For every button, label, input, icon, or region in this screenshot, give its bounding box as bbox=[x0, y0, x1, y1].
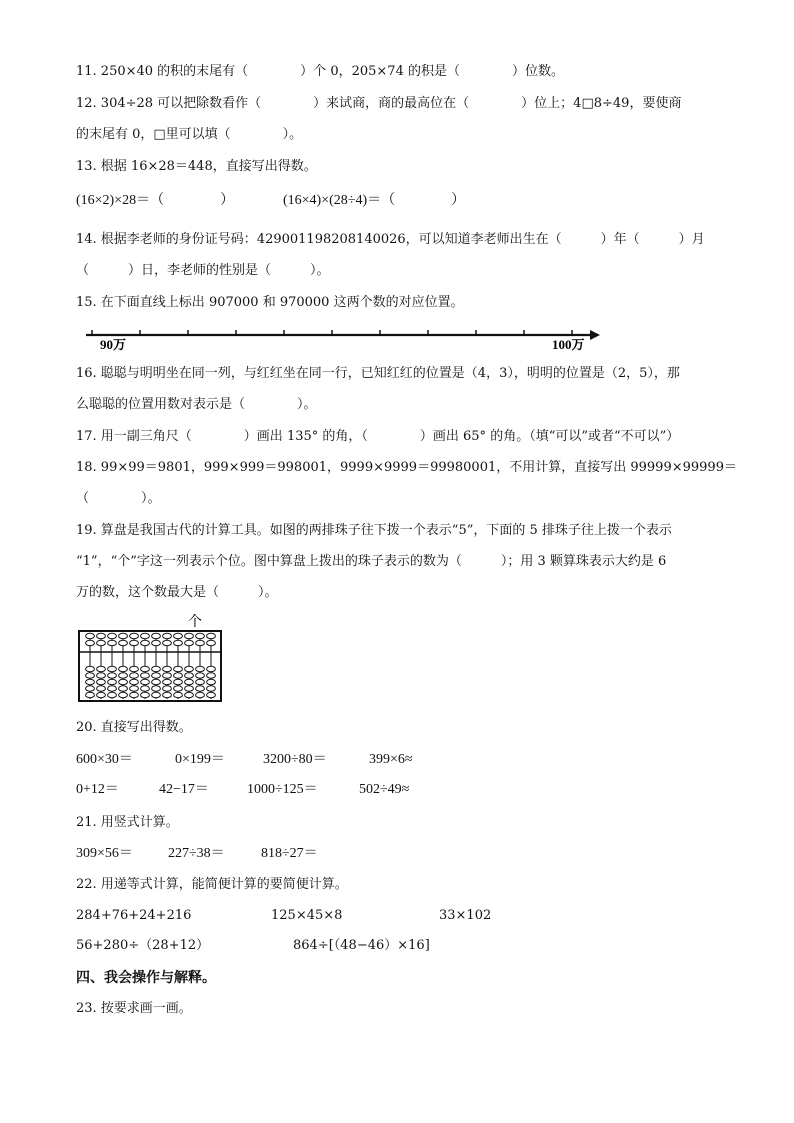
abacus-bead bbox=[207, 666, 216, 672]
abacus-bead bbox=[196, 686, 205, 692]
q17-text: 17. 用一副三角尺（ ）画出 135° 的角，（ ）画出 65° 的角。（填“可以”或者“不可以”） bbox=[76, 429, 680, 444]
abacus-bead bbox=[97, 692, 106, 698]
q22-text: 22. 用递等式计算，能简便计算的要简便计算。 bbox=[76, 877, 348, 892]
abacus-bead bbox=[152, 692, 161, 698]
abacus-bead bbox=[86, 640, 95, 646]
q22-item: 125×45×8 bbox=[271, 908, 343, 923]
number-line-arrow-icon bbox=[590, 330, 600, 340]
abacus-bead bbox=[185, 666, 194, 672]
abacus-bead bbox=[207, 673, 216, 679]
q20-text: 20. 直接写出得数。 bbox=[76, 720, 192, 735]
abacus-bead bbox=[207, 692, 216, 698]
abacus-figure bbox=[76, 612, 226, 704]
q15-text: 15. 在下面直线上标出 907000 和 970000 这两个数的对应位置。 bbox=[76, 295, 464, 310]
q22-item: 284+76+24+216 bbox=[76, 908, 192, 923]
abacus-bead bbox=[108, 673, 117, 679]
abacus-bead bbox=[86, 633, 95, 639]
q20-item: 600×30＝ bbox=[76, 752, 133, 767]
abacus-bead bbox=[141, 633, 150, 639]
q20-item: 42−17＝ bbox=[159, 782, 209, 797]
abacus-bead bbox=[141, 686, 150, 692]
q19-text-line1: 19. 算盘是我国古代的计算工具。如图的两排珠子往下拨一个表示“5”，下面的 5 排珠子往上拨一个表示 bbox=[76, 523, 672, 538]
abacus-bead bbox=[108, 686, 117, 692]
abacus-bead bbox=[207, 633, 216, 639]
abacus-bead bbox=[174, 679, 183, 685]
q21-item: 309×56＝ bbox=[76, 846, 133, 861]
abacus-bead bbox=[130, 640, 139, 646]
q21-item: 818÷27＝ bbox=[261, 846, 318, 861]
q18-text-line2: （ ）。 bbox=[76, 491, 161, 506]
abacus-bead bbox=[86, 666, 95, 672]
abacus-bead bbox=[185, 640, 194, 646]
abacus-bead bbox=[185, 686, 194, 692]
abacus-bead bbox=[152, 673, 161, 679]
abacus-bead bbox=[86, 686, 95, 692]
abacus-bead bbox=[152, 686, 161, 692]
abacus-bead bbox=[163, 673, 172, 679]
number-line bbox=[84, 324, 604, 352]
abacus-bead bbox=[196, 692, 205, 698]
abacus-bead bbox=[97, 679, 106, 685]
abacus-bead bbox=[119, 686, 128, 692]
abacus-bead bbox=[152, 679, 161, 685]
abacus-unit-label: 个 bbox=[188, 615, 202, 630]
abacus-bead bbox=[97, 633, 106, 639]
abacus-bead bbox=[119, 666, 128, 672]
abacus-bead bbox=[108, 640, 117, 646]
q11-text: 11. 250×40 的积的末尾有（ ）个 0，205×74 的积是（ ）位数。 bbox=[76, 64, 564, 79]
abacus-bead bbox=[185, 692, 194, 698]
abacus-bead bbox=[119, 692, 128, 698]
q16-text-line1: 16. 聪聪与明明坐在同一列，与红红坐在同一行，已知红红的位置是（4，3），明明的位置是（2，5），那 bbox=[76, 366, 680, 381]
abacus-bead bbox=[207, 679, 216, 685]
q13-expr-a: (16×2)×28＝（ ） bbox=[76, 193, 235, 208]
abacus-bead bbox=[207, 686, 216, 692]
abacus-bead bbox=[152, 640, 161, 646]
abacus-bead bbox=[108, 666, 117, 672]
abacus-bead bbox=[196, 679, 205, 685]
section-4-heading: 四、我会操作与解释。 bbox=[76, 970, 216, 986]
q12-text-line1: 12. 304÷28 可以把除数看作（ ）来试商，商的最高位在（ ）位上；4□8÷49，要使商 bbox=[76, 96, 682, 111]
q20-item: 0×199＝ bbox=[175, 752, 225, 767]
abacus-bead bbox=[141, 692, 150, 698]
abacus-bead bbox=[97, 673, 106, 679]
abacus-bead bbox=[152, 633, 161, 639]
q20-item: 0+12＝ bbox=[76, 782, 119, 797]
abacus-bead bbox=[130, 666, 139, 672]
q13-text: 13. 根据 16×28＝448，直接写出得数。 bbox=[76, 159, 317, 174]
abacus-bead bbox=[196, 633, 205, 639]
abacus-bead bbox=[163, 686, 172, 692]
abacus-bead bbox=[130, 673, 139, 679]
number-line-left-label: 90万 bbox=[100, 337, 127, 352]
q22-item: 33×102 bbox=[439, 908, 492, 923]
abacus-bead bbox=[108, 692, 117, 698]
abacus-bead bbox=[130, 686, 139, 692]
abacus-bead bbox=[141, 666, 150, 672]
q19-text-line2: “1”，“个”字这一列表示个位。图中算盘上拨出的珠子表示的数为（ ）；用 3 颗算珠表示大约是 6 bbox=[76, 554, 667, 569]
q20-item: 1000÷125＝ bbox=[247, 782, 318, 797]
abacus-bead bbox=[174, 686, 183, 692]
q12-text-line2: 的末尾有 0，□里可以填（ ）。 bbox=[76, 127, 303, 142]
abacus-bead bbox=[163, 692, 172, 698]
abacus-bead bbox=[196, 666, 205, 672]
abacus-bead bbox=[130, 679, 139, 685]
number-line-right-label: 100万 bbox=[552, 337, 585, 352]
abacus-bead bbox=[130, 692, 139, 698]
abacus-bead bbox=[174, 692, 183, 698]
abacus-bead bbox=[86, 692, 95, 698]
q14-text-line2: （ ）日，李老师的性别是（ ）。 bbox=[76, 263, 330, 278]
q22-item: 56+280÷（28+12） bbox=[76, 938, 210, 953]
q22-item: 864÷[（48−46）×16] bbox=[293, 938, 430, 953]
abacus-bead bbox=[119, 633, 128, 639]
abacus-bead bbox=[108, 679, 117, 685]
q13-expr-b: (16×4)×(28÷4)＝（ ） bbox=[283, 193, 466, 208]
abacus-bead bbox=[141, 673, 150, 679]
q20-item: 502÷49≈ bbox=[359, 782, 410, 797]
abacus-bead bbox=[196, 673, 205, 679]
abacus-bead bbox=[174, 673, 183, 679]
abacus-bead bbox=[163, 666, 172, 672]
abacus-bead bbox=[163, 679, 172, 685]
abacus-bead bbox=[207, 640, 216, 646]
abacus-bead bbox=[163, 633, 172, 639]
abacus-bead bbox=[174, 640, 183, 646]
abacus-bead bbox=[196, 640, 205, 646]
abacus-bead bbox=[141, 679, 150, 685]
abacus-rods bbox=[86, 633, 216, 699]
q20-item: 3200÷80＝ bbox=[263, 752, 327, 767]
q16-text-line2: 么聪聪的位置用数对表示是（ ）。 bbox=[76, 397, 317, 412]
abacus-bead bbox=[185, 633, 194, 639]
abacus-bead bbox=[152, 666, 161, 672]
abacus-bead bbox=[119, 640, 128, 646]
q21-text: 21. 用竖式计算。 bbox=[76, 815, 179, 830]
abacus-bead bbox=[185, 679, 194, 685]
q20-item: 399×6≈ bbox=[369, 752, 413, 767]
abacus-bead bbox=[97, 686, 106, 692]
abacus-bead bbox=[108, 633, 117, 639]
q21-item: 227÷38＝ bbox=[168, 846, 225, 861]
q18-text-line1: 18. 99×99＝9801，999×999＝998001，9999×9999＝99980001，不用计算，直接写出 99999×99999＝ bbox=[76, 460, 737, 475]
abacus-bead bbox=[97, 640, 106, 646]
abacus-bead bbox=[119, 673, 128, 679]
abacus-bead bbox=[174, 633, 183, 639]
q19-text-line3: 万的数，这个数最大是（ ）。 bbox=[76, 585, 278, 600]
abacus-bead bbox=[174, 666, 183, 672]
abacus-bead bbox=[163, 640, 172, 646]
abacus-bead bbox=[130, 633, 139, 639]
abacus-bead bbox=[86, 673, 95, 679]
q14-text-line1: 14. 根据李老师的身份证号码：429001198208140026，可以知道李老师出生在（ ）年（ ）月 bbox=[76, 232, 705, 247]
abacus-bead bbox=[97, 666, 106, 672]
abacus-bead bbox=[185, 673, 194, 679]
abacus-bead bbox=[86, 679, 95, 685]
q23-text: 23. 按要求画一画。 bbox=[76, 1001, 192, 1016]
abacus-bead bbox=[141, 640, 150, 646]
abacus-bead bbox=[119, 679, 128, 685]
